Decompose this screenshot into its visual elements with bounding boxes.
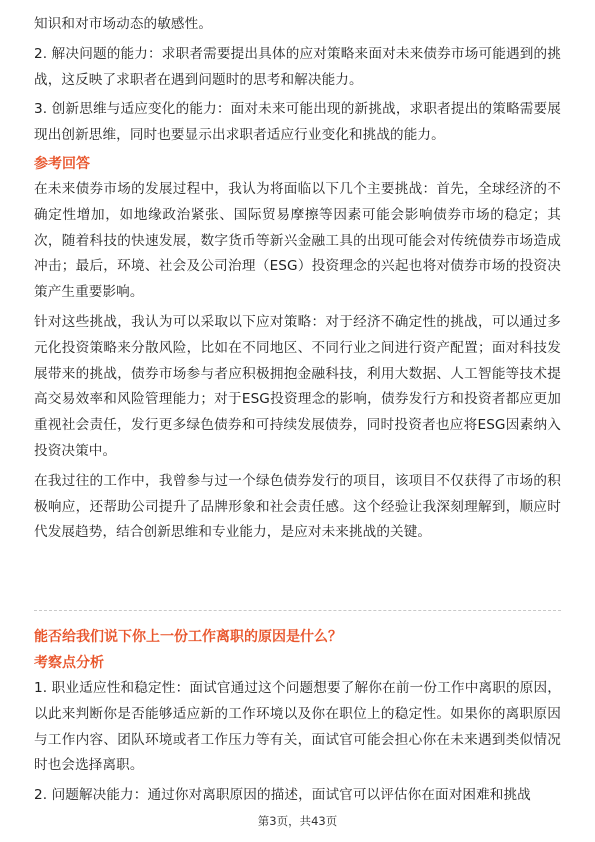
answer-paragraph-strategies: 针对这些挑战，我认为可以采取以下应对策略：对于经济不确定性的挑战，可以通过多元化投资策略来分散风险，比如在不同地区、不同行业之间进行资产配置；面对科技发展带来的挑战，债券市场参与者应积极拥抱金融科技，利用大数据、人工智能等技术提高交易效率和风险管理能力；对于ESG投资理念的影响，债券发行方和投资者都应更加重视社会责任，发行更多绿色债券和可持续发展债券，同时投资者也应将ESG因素纳入投资决策中。 — [34, 313, 561, 459]
section-heading-reference-answer: 参考回答 — [34, 155, 90, 172]
interview-question: 能否给我们说下你上一份工作离职的原因是什么？ — [34, 629, 342, 645]
next-question-section — [34, 620, 561, 809]
page-number: 第3页，共43页 — [257, 814, 338, 828]
section-divider — [34, 610, 561, 611]
answer-paragraph-challenges: 在未来债券市场的发展过程中，我认为将面临以下几个主要挑战：首先，全球经济的不确定性增加，如地缘政治紧张、国际贸易摩擦等因素可能会影响债券市场的稳定；其次，随着科技的快速发展，数字货币等新兴金融工具的出现可能会对传统债券市场造成冲击；最后，环境、社会及公司治理（ESG）投资理念的兴起也将对债券市场的投资决策产生重要影响。 — [34, 180, 561, 301]
paragraph-continuation: 知识和对市场动态的敏感性。 — [34, 16, 213, 32]
document-body — [34, 12, 561, 550]
answer-paragraph-experience: 在我过往的工作中，我曾参与过一个绿色债券发行的项目，该项目不仅获得了市场的积极响应，还帮助公司提升了品牌形象和社会责任感。这个经验让我深刻理解到，顺应时代发展趋势，结合创新思维和专业能力，是应对未来挑战的关键。 — [34, 472, 561, 541]
list-item-problem-solving: 2. 解决问题的能力：求职者需要提出具体的应对策略来面对未来债券市场可能遇到的挑战，这反映了求职者在遇到问题时的思考和解决能力。 — [34, 45, 561, 88]
analysis-item-problem-solving: 2. 问题解决能力：通过你对离职原因的描述，面试官可以评估你在面对困难和挑战 — [34, 787, 531, 804]
list-item-innovation: 3. 创新思维与适应变化的能力：面对未来可能出现的新挑战，求职者提出的策略需要展现出创新思维，同时也要显示出求职者适应行业变化和挑战的能力。 — [34, 101, 561, 144]
section-heading-analysis: 考察点分析 — [34, 655, 104, 671]
analysis-item-stability: 1. 职业适应性和稳定性：面试官通过这个问题想要了解你在前一份工作中离职的原因，以此来判断你是否能够适应新的工作环境以及你在职位上的稳定性。如果你的离职原因与工作内容、团队环境或者工作压力等有关，面试官可能会担心你在未来遇到类似情况时也会选择离职。 — [34, 680, 561, 774]
